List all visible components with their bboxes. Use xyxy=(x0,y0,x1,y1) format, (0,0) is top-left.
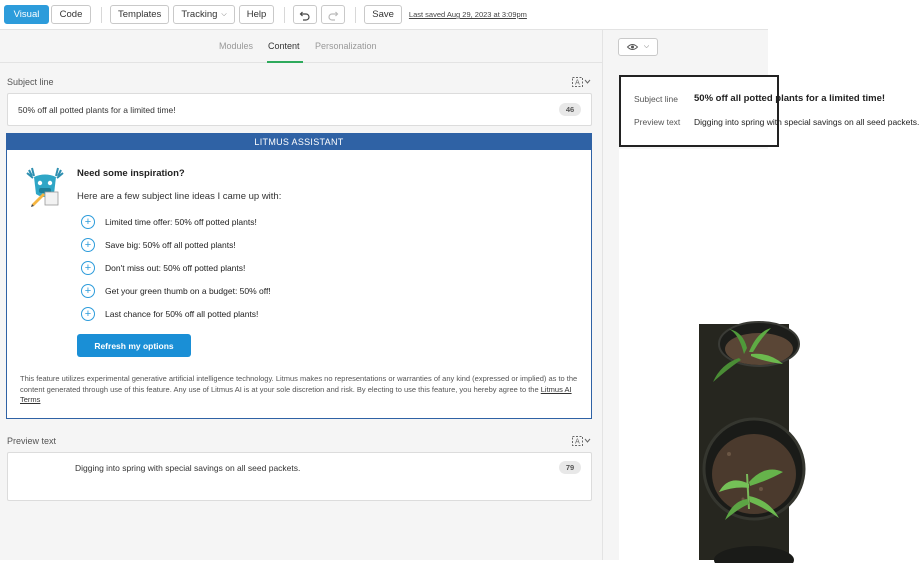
chevron-down-icon: ⌵ xyxy=(221,10,227,18)
refresh-options-button[interactable]: Refresh my options xyxy=(77,334,191,357)
moose-mascot-icon xyxy=(23,164,67,208)
potted-plants-image xyxy=(699,324,789,560)
assistant-intro: Here are a few subject line ideas I came up with: xyxy=(77,191,282,202)
top-toolbar xyxy=(0,0,768,30)
save-button[interactable]: Save xyxy=(364,5,402,24)
preview-view-dropdown[interactable] xyxy=(618,38,658,56)
suggestion-item[interactable] xyxy=(81,306,258,322)
ai-terms-link[interactable]: Litmus AI Terms xyxy=(20,384,572,404)
tracking-label: Tracking xyxy=(181,9,218,20)
assistant-header xyxy=(7,134,591,150)
assistant-title: Need some inspiration? xyxy=(77,168,185,179)
toolbar-divider xyxy=(284,7,285,23)
suggestion-text: Limited time offer: 50% off potted plants! xyxy=(105,217,257,227)
subject-line-input[interactable] xyxy=(7,93,592,126)
suggestion-item[interactable] xyxy=(81,214,257,230)
email-preview-pane xyxy=(603,30,919,560)
visual-mode-button[interactable]: Visual xyxy=(4,5,49,24)
email-body-preview xyxy=(619,149,779,560)
toolbar-divider xyxy=(355,7,356,23)
editor-tabs xyxy=(0,30,602,63)
preview-text-value: Digging into spring with special savings on all seed packets. xyxy=(75,463,301,473)
eye-icon xyxy=(627,43,638,51)
svg-text:A: A xyxy=(575,437,580,446)
preview-text-label: Preview text xyxy=(7,436,57,446)
ai-assistant-icon[interactable] xyxy=(572,77,591,89)
disclaimer-text: This feature utilizes experimental generative artificial intelligence technology. Litmus makes no representations or warranties of any kind (expressed or implied) as to the content generated through use of this feature. Any use of Litmus AI is at your sole discretion and risk. By electing to use this feature, you hereby agree to the xyxy=(20,374,578,394)
suggestion-item[interactable] xyxy=(81,260,245,276)
help-button[interactable]: Help xyxy=(239,5,275,24)
redo-icon xyxy=(327,9,339,21)
inbox-preview-card xyxy=(619,75,919,147)
ai-sparkle-icon xyxy=(572,77,591,87)
suggestion-text: Don't miss out: 50% off potted plants! xyxy=(105,263,246,273)
plus-circle-icon[interactable]: + xyxy=(81,261,95,275)
preview-subject-label: Subject line xyxy=(634,94,678,104)
toolbar-divider xyxy=(101,7,102,23)
ai-disclaimer xyxy=(20,374,582,406)
assistant-header-title: LITMUS ASSISTANT xyxy=(254,137,344,147)
subject-line-label: Subject line xyxy=(7,77,54,87)
chevron-down-icon: ⌵ xyxy=(643,43,650,50)
plant-photo-graphic xyxy=(699,324,789,560)
code-mode-button[interactable]: Code xyxy=(51,5,91,24)
tab-personalization[interactable]: Personalization xyxy=(315,41,377,51)
tab-modules[interactable]: Modules xyxy=(219,41,254,51)
plus-circle-icon[interactable]: + xyxy=(81,215,95,229)
tab-content[interactable]: Content xyxy=(268,41,300,51)
ai-assistant-icon[interactable] xyxy=(572,436,591,448)
tracking-dropdown[interactable] xyxy=(173,5,234,24)
preview-text-label: Preview text xyxy=(634,117,681,127)
redo-button[interactable] xyxy=(321,5,345,24)
suggestion-text: Save big: 50% off all potted plants! xyxy=(105,240,236,250)
subject-line-value: 50% off all potted plants for a limited time! xyxy=(18,105,176,115)
preview-text-input[interactable] xyxy=(7,452,592,501)
plus-circle-icon[interactable]: + xyxy=(81,238,95,252)
suggestion-item[interactable] xyxy=(81,237,236,253)
plus-circle-icon[interactable]: + xyxy=(81,307,95,321)
preview-text-value: Digging into spring with special savings on all seed packets. xyxy=(694,117,919,127)
svg-text:A: A xyxy=(575,78,580,87)
templates-button[interactable]: Templates xyxy=(110,5,169,24)
last-saved-link[interactable]: Last saved Aug 29, 2023 at 3:09pm xyxy=(408,10,527,19)
litmus-assistant-panel xyxy=(6,133,592,419)
undo-button[interactable] xyxy=(293,5,317,24)
character-count-badge: 46 xyxy=(559,103,581,116)
character-count-badge: 79 xyxy=(559,461,581,474)
undo-icon xyxy=(299,9,311,21)
ai-sparkle-icon xyxy=(572,436,591,446)
suggestion-text: Get your green thumb on a budget: 50% off! xyxy=(105,286,271,296)
suggestion-item[interactable] xyxy=(81,283,271,299)
plus-circle-icon[interactable]: + xyxy=(81,284,95,298)
preview-subject-value: 50% off all potted plants for a limited time! xyxy=(694,93,886,104)
suggestion-text: Last chance for 50% off all potted plants! xyxy=(105,309,259,319)
